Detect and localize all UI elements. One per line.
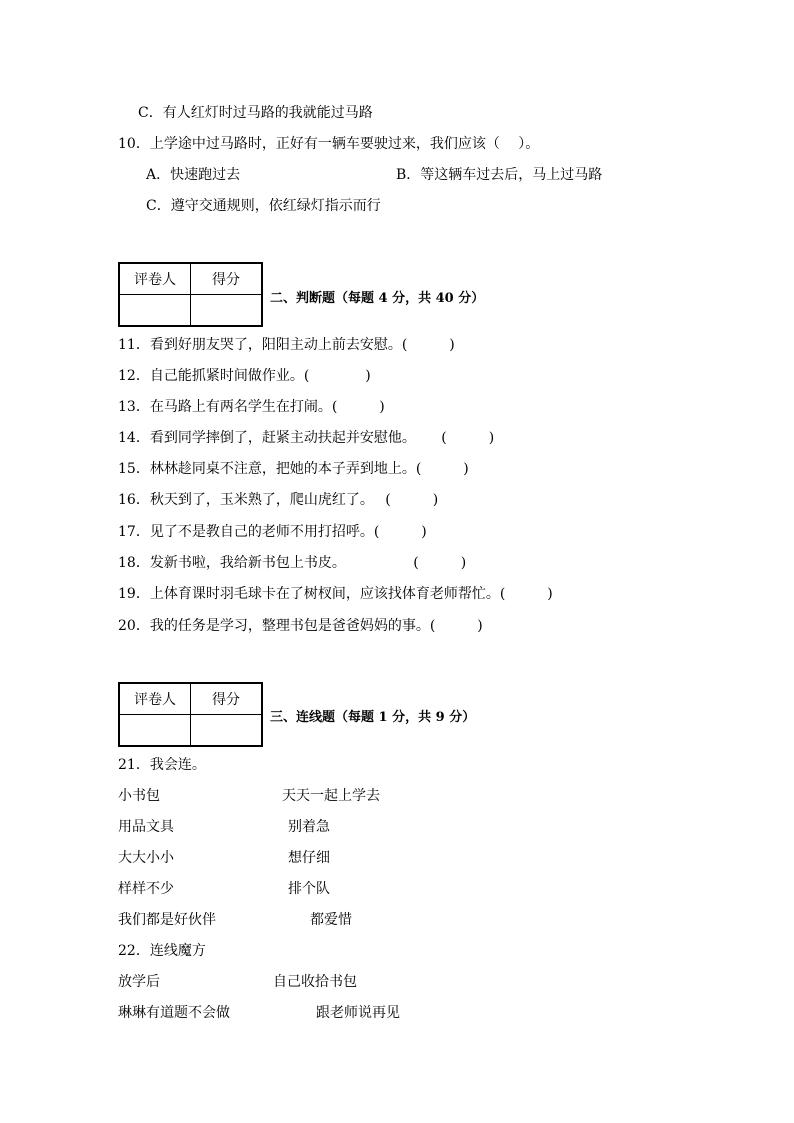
q10-option-a: A．快速跑过去 bbox=[146, 167, 241, 183]
q21-stem: 21．我会连。 bbox=[118, 757, 206, 773]
q10-option-c: C．遵守交通规则，依红绿灯指示而行 bbox=[146, 198, 381, 214]
match-left-item: 放学后 bbox=[118, 974, 160, 990]
grader-cell bbox=[119, 715, 191, 747]
match-right-item: 想仔细 bbox=[288, 850, 330, 866]
grader-label: 评卷人 bbox=[119, 263, 191, 295]
q10-stem: 10．上学途中过马路时，正好有一辆车要驶过来，我们应该（ ）。 bbox=[118, 136, 540, 152]
match-right-item: 跟老师说再见 bbox=[316, 1005, 400, 1021]
judge-question: 17．见了不是教自己的老师不用打招呼。( ) bbox=[118, 524, 427, 540]
judge-question: 13．在马路上有两名学生在打闹。( ) bbox=[118, 399, 385, 415]
match-left-item: 小书包 bbox=[118, 788, 160, 804]
section-3-title: 三、连线题（每题 1 分，共 9 分） bbox=[270, 710, 476, 725]
score-box-section-2 bbox=[118, 262, 263, 327]
q9-option-c: C．有人红灯时过马路的我就能过马路 bbox=[138, 105, 373, 121]
judge-question: 16．秋天到了，玉米熟了，爬山虎红了。 ( ) bbox=[118, 492, 439, 508]
match-left-item: 大大小小 bbox=[118, 850, 174, 866]
match-right-item: 自己收拾书包 bbox=[273, 974, 357, 990]
match-left-item: 我们都是好伙伴 bbox=[118, 912, 216, 928]
section-2-title: 二、判断题（每题 4 分，共 40 分） bbox=[270, 291, 485, 306]
judge-question: 18．发新书啦，我给新书包上书皮。 ( ) bbox=[118, 555, 467, 571]
q22-stem: 22．连线魔方 bbox=[118, 943, 206, 959]
judge-question: 15．林林趁同桌不注意，把她的本子弄到地上。( ) bbox=[118, 461, 469, 477]
match-left-item: 样样不少 bbox=[118, 881, 174, 897]
match-right-item: 别着急 bbox=[288, 819, 330, 835]
match-left-item: 用品文具 bbox=[118, 819, 174, 835]
score-cell bbox=[191, 295, 263, 327]
grader-label: 评卷人 bbox=[119, 683, 191, 715]
judge-question: 14．看到同学摔倒了，赶紧主动扶起并安慰他。 ( ) bbox=[118, 430, 495, 446]
match-right-item: 天天一起上学去 bbox=[282, 788, 380, 804]
grader-cell bbox=[119, 295, 191, 327]
judge-question: 20．我的任务是学习，整理书包是爸爸妈妈的事。( ) bbox=[118, 618, 483, 634]
match-left-item: 琳琳有道题不会做 bbox=[118, 1005, 230, 1021]
score-box-section-3 bbox=[118, 682, 263, 747]
q10-option-b: B．等这辆车过去后，马上过马路 bbox=[396, 167, 603, 183]
judge-question: 12．自己能抓紧时间做作业。( ) bbox=[118, 368, 371, 384]
judge-question: 19．上体育课时羽毛球卡在了树杈间，应该找体育老师帮忙。( ) bbox=[118, 586, 553, 602]
match-right-item: 排个队 bbox=[288, 881, 330, 897]
match-right-item: 都爱惜 bbox=[310, 912, 352, 928]
judge-question: 11．看到好朋友哭了，阳阳主动上前去安慰。( ) bbox=[118, 337, 455, 353]
score-label: 得分 bbox=[191, 263, 263, 295]
score-cell bbox=[191, 715, 263, 747]
score-label: 得分 bbox=[191, 683, 263, 715]
